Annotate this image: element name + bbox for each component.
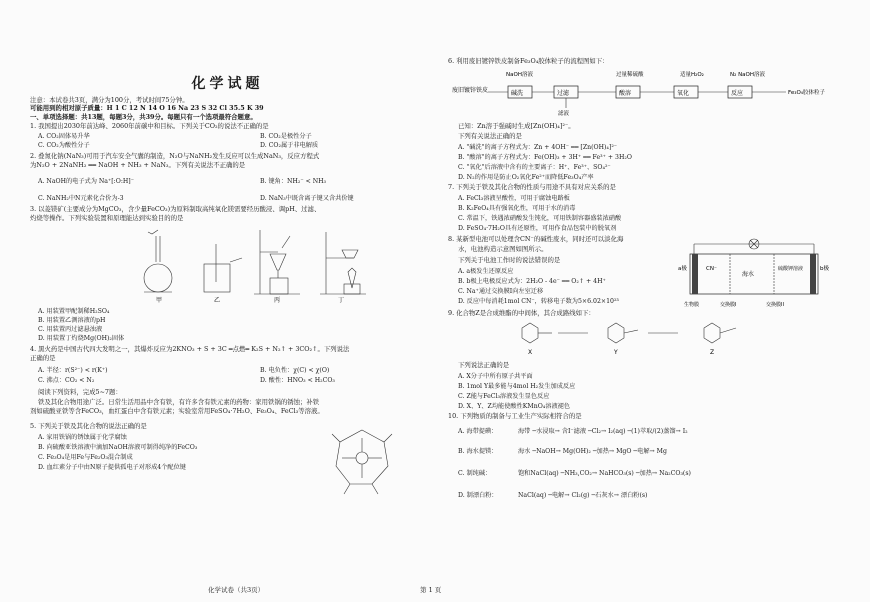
- q8-cell-diagram: [674, 234, 834, 312]
- reading-paragraph-line1: 铁及其化合物用途广泛。日常生活用品中含有铁，有许多含有铁元素的药物：家用铁锅的锈蚀；补铁: [38, 398, 320, 406]
- q1-stem: 1. 我国提出2030年前达峰、2060年前碳中和目标。下列关于CO₂的说法不正确的是: [30, 122, 269, 130]
- molecule-y-ring: [608, 323, 624, 343]
- cell-label-membrane-2: 交换膜II: [766, 302, 784, 308]
- apparatus-label-jia: 甲: [156, 297, 163, 304]
- q8-stem-line1: 8. 某新型电池可以处理含CN⁻的碱性废水，同时还可以淡化海: [448, 235, 624, 243]
- notice: 注意：本试卷共3页，满分为100分，考试时间75分钟。: [30, 96, 189, 104]
- q5-option-a: A. 家用铁锅的锈蚀属于化学腐蚀: [38, 434, 127, 441]
- q7-option-d: D. FeSO₄·7H₂O具有还原性，可用作食品包装中的脱氧剂: [458, 225, 617, 232]
- flow-step-wash: [508, 86, 532, 98]
- flow-step-wash-label: 碱洗: [511, 90, 524, 97]
- q10-option-b-label: B. 海水提镁：: [458, 448, 498, 455]
- exam-title: 化学试题: [191, 76, 264, 92]
- q9-option-b: B. 1mol Y最多能与4mol H₂发生加成反应: [458, 383, 576, 390]
- cell-label-seawater: 海水: [742, 271, 755, 278]
- q3-stem-line2: 灼烧等操作。下列实验装置和原理能达到实验目的的是: [30, 214, 184, 222]
- flow-step-oxidize-label: 氧化: [677, 90, 690, 97]
- reading-heading: 阅读下列资料，完成5~7题：: [38, 388, 122, 396]
- q6-note: 已知：Zn溶于强碱时生成[Zn(OH)₄]²⁻。: [458, 122, 575, 130]
- flow-step-filter-label: 过滤: [557, 90, 570, 97]
- flow-reagent-naoh: NaOH溶液: [506, 72, 533, 78]
- flow-end-label: Fe₃O₄胶体粒子: [788, 90, 825, 96]
- molecule-x-label: X: [528, 349, 533, 356]
- cell-label-membrane-1: 交换膜I: [720, 302, 737, 308]
- q10-option-c-flow: 饱和NaCl(aq) ─NH₃,CO₂→ NaHCO₃(s) ─加热→ Na₂CO₃(s): [518, 470, 691, 477]
- left-column: [30, 0, 425, 602]
- q5-stem: 5. 下列关于铁及其化合物的说法正确的是: [30, 422, 147, 430]
- apparatus-label-bing: 丙: [274, 297, 281, 304]
- molecule-y-label: Y: [614, 349, 618, 356]
- q7-option-b: B. K₂FeO₄具有强氧化性，可用于水的消毒: [458, 205, 576, 212]
- q4-stem-line1: 4. 黑火药是中国古代四大发明之一，其爆炸反应为2KNO₃ + S + 3C ═点燃═ K₂S + N₂↑ + 3CO₂↑。下列说法: [30, 345, 350, 353]
- q1-option-a: A. CO₂固体易升华: [38, 133, 90, 140]
- flow-reagent-h2so4: 过量稀硫酸: [616, 72, 644, 78]
- heme-structure-figure: [322, 420, 402, 500]
- apparatus-label-ding: 丁: [338, 297, 345, 304]
- q2-option-a: A. NaOH的电子式为 Na⁺[:O:H]⁻: [38, 178, 134, 185]
- q8-option-a: A. a极发生还原反应: [458, 268, 514, 275]
- q8-stem-line2: 水，电池构造示意图如图所示。: [458, 245, 548, 253]
- q8-ask: 下列关于电池工作时的说法错误的是: [458, 256, 561, 264]
- cell-label-a: a极: [678, 266, 687, 272]
- cell-label-cn: CN⁻: [706, 266, 717, 272]
- q3-option-a: A. 用装置甲配制稀H₂SO₄: [38, 308, 110, 315]
- flow-reagent-h2o2: 适量H₂O₂: [680, 72, 704, 78]
- flow-step-filter: [554, 86, 578, 98]
- electrode-a: [692, 254, 698, 294]
- q9-synthesis-figure: [508, 318, 768, 358]
- q1-option-c: C. CO₂为酸性分子: [38, 142, 90, 149]
- q3-option-b: B. 用装置乙测溶液的pH: [38, 317, 106, 324]
- q6-stem: 6. 利用废旧镀锌铁皮制备Fe₃O₄胶体粒子的流程图如下：: [448, 57, 609, 65]
- left-footer: 化学试卷（共3页）: [208, 586, 265, 594]
- q3-option-d: D. 用装置丁灼烧Mg(OH)₂固体: [38, 335, 125, 342]
- q1-option-b: B. CO₂是极性分子: [260, 133, 312, 140]
- molecule-z-ring: [704, 323, 720, 343]
- q10-option-a-label: A. 海带提碘：: [458, 428, 498, 435]
- q6-option-d: D. N₂的作用是防止O₂氧化Fe²⁺而降低Fe₃O₄产率: [458, 174, 594, 181]
- q6-option-b: B. "酸溶"的离子方程式为：Fe(OH)₃ + 3H⁺ ══ Fe³⁺ + 3H₂O: [458, 154, 632, 161]
- q5-option-d: D. 血红素分子中由N原子提供孤电子对形成4个配位键: [38, 464, 186, 471]
- q8-option-b: B. b极上电极反应式为：2H₂O - 4e⁻ ══ O₂↑ + 4H⁺: [458, 278, 606, 285]
- q6-flowchart: [448, 66, 848, 116]
- q6-option-a: A. "碱洗"的离子方程式为：Zn + 4OH⁻ ══ [Zn(OH)₄]²⁻: [458, 144, 618, 151]
- q2-stem-line2: 为N₂O + 2NaNH₂ ══ NaOH + NH₃ + NaN₃。下列有关说法不正确的是: [30, 161, 246, 169]
- flow-step-acid-label: 酸溶: [619, 90, 632, 97]
- flow-reagent-n2-naoh: N₂ NaOH溶液: [730, 72, 766, 78]
- q6-option-c: C. "氧化"后溶液中含有的主要离子：H⁺、Fe³⁺、SO₄²⁻: [458, 164, 611, 171]
- cell-label-biofilm: 生物膜: [684, 302, 700, 308]
- q10-option-a-flow: 海带 ─水浸取→ 含I⁻滤液 ─Cl₂→ I₂(aq) ─(1)萃取/(2)蒸馏→ I₂: [518, 428, 688, 435]
- q6-ask: 下列有关说法正确的是: [458, 132, 522, 140]
- q5-option-c: C. Fe₃O₄是用Fe与Fe₂O₃混合制成: [38, 454, 133, 461]
- q8-option-c: C. Na⁺通过交换膜I向左室迁移: [458, 288, 544, 295]
- flow-filtrate-label: 滤液: [558, 111, 570, 116]
- apparatus-jia: [144, 230, 172, 292]
- apparatus-label-yi: 乙: [214, 297, 221, 304]
- q8-option-d: D. 反应中每消耗1mol CN⁻，转移电子数为5×6.02×10²³: [458, 298, 619, 305]
- apparatus-yi: [204, 244, 242, 292]
- reading-paragraph-line2: 剂如硫酸亚铁等含FeCO₃，血红蛋白中含有铁元素；实验室常用FeSO₄·7H₂O、Fe₃O₄、FeCl₃等溶液。: [30, 407, 324, 415]
- page-number: 第 1 页: [420, 586, 442, 594]
- flow-step-acid: [616, 86, 640, 98]
- q7-option-c: C. 常温下，铁遇浓硝酸发生钝化，可用铁制容器盛装浓硝酸: [458, 215, 622, 222]
- molecule-z-label: Z: [710, 349, 715, 356]
- q3-apparatus-figure: [130, 222, 370, 304]
- q9-stem: 9. 化合物Z是合成维酯的中间体，其合成路线如下：: [448, 309, 595, 317]
- q10-option-d-flow: NaCl(aq) ─电解→ Cl₂(g) ─石灰水→ 漂白粉(s): [518, 492, 648, 499]
- q2-option-c: C. NaNH₂中N元素化合价为-3: [38, 195, 124, 202]
- q9-option-a: A. X分子中所有原子共平面: [458, 373, 533, 380]
- flow-step-oxidize: [674, 86, 698, 98]
- q1-option-d: D. CO₂属于非电解质: [260, 142, 319, 149]
- q4-option-c: C. 沸点：CO₂ < N₂: [38, 377, 95, 384]
- q4-option-a: A. 半径：r(S²⁻) < r(K⁺): [38, 367, 108, 374]
- q5-option-b: B. 向硫酸亚铁溶液中滴加NaOH溶液可制得纯净的FeCO₃: [38, 444, 198, 451]
- section-1-heading: 一、单项选择题：共13题，每题3分，共39分。每题只有一个选项最符合题意。: [30, 113, 257, 121]
- q10-stem: 10. 下列物质的制备与工业生产实际相符合的是: [448, 412, 582, 420]
- q2-option-b: B. 键角：NH₂⁻ < NH₃: [260, 178, 327, 185]
- q4-option-b: B. 电负性：χ(C) < χ(O): [260, 367, 330, 374]
- cell-label-k2so4: 硫酸钾溶液: [778, 266, 804, 272]
- q9-option-c: C. Z能与FeCl₃溶液发生显色反应: [458, 393, 550, 400]
- q4-stem-line2: 正确的是: [30, 354, 56, 362]
- q2-option-d: D. NaN₃中既含离子键又含共价键: [260, 195, 354, 202]
- electrode-b: [810, 254, 816, 294]
- q4-option-d: D. 酸性：HNO₃ < H₂CO₃: [260, 377, 335, 384]
- q7-stem: 7. 下列关于铁及其化合物的性质与用途不具有对应关系的是: [448, 183, 616, 191]
- q10-option-d-label: D. 制漂白粉：: [458, 492, 498, 499]
- apparatus-ding: [320, 232, 366, 294]
- q9-option-d: D. X、Y、Z均能使酸性KMnO₄溶液褪色: [458, 403, 571, 410]
- q3-option-c: C. 用装置丙过滤悬浊液: [38, 326, 103, 333]
- q3-stem-line1: 3. 以菱镁矿(主要成分为MgCO₃，含少量FeCO₃)为原料制取高纯氧化镁需要经历酸浸、调pH、过滤、: [30, 205, 321, 213]
- apparatus-bing: [254, 230, 300, 294]
- molecule-x-ring: [522, 323, 538, 343]
- flow-step-react-label: 反应: [731, 90, 744, 97]
- q9-ask: 下列说法正确的是: [458, 361, 510, 369]
- q10-option-b-flow: 海水 ─NaOH→ Mg(OH)₂ ─加热→ MgO ─电解→ Mg: [518, 448, 667, 455]
- cell-label-b: b极: [820, 266, 829, 272]
- right-column: [448, 0, 848, 602]
- flow-start-label: 废旧镀锌铁皮: [452, 87, 489, 94]
- q2-stem-line1: 2. 叠氮化钠(NaN₃)可用于汽车安全气囊的制造，N₂O与NaNH₂发生反应可以生成NaN₃，反应方程式: [30, 152, 320, 160]
- flow-step-react: [728, 86, 752, 98]
- atomic-masses: 可能用到的相对原子质量：H 1 C 12 N 14 O 16 Na 23 S 32 Cl 35.5 K 39: [30, 104, 264, 112]
- q10-option-c-label: C. 制纯碱：: [458, 470, 492, 477]
- q7-option-a: A. FeCl₃溶液呈酸性，可用于腐蚀电路板: [458, 195, 570, 202]
